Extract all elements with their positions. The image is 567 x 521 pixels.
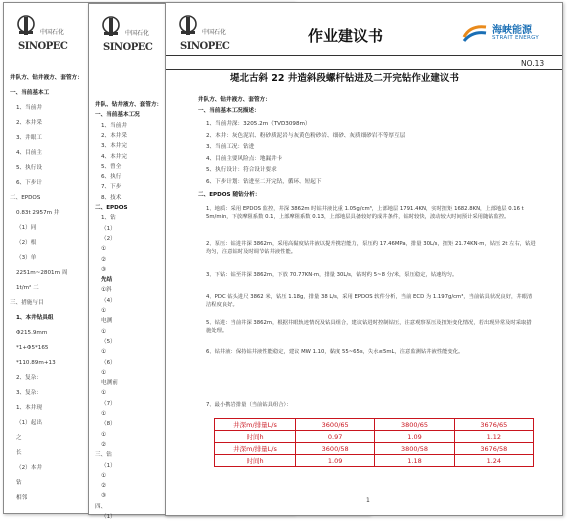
text-line: 二、EPDOS	[10, 195, 41, 201]
company-logo	[12, 9, 82, 59]
header-divider	[166, 55, 562, 56]
analysis-paragraph: 6、钻井液：保持钻井液性能稳定，建议 MW 1.10，黏度 55~65s，失水≤5mL，注意监测钻井液性能变化。	[206, 349, 464, 355]
logo-text: SINOPEC	[18, 41, 68, 52]
text-line: Φ215.9mm	[16, 330, 48, 336]
text-line: ①	[101, 411, 107, 417]
text-line: ③	[101, 266, 107, 273]
text-line: （4）	[101, 297, 116, 304]
text-line: *1+Φ5*165	[16, 345, 49, 351]
row-label-cell: 时间h	[215, 431, 296, 443]
text-line: 6、执行	[101, 174, 122, 181]
condition-item: 5、执行设计：符合设计要求	[206, 167, 277, 173]
text-line: 四、	[95, 503, 107, 510]
text-line: 1、当前井	[16, 105, 42, 111]
logo-subtext: 中国石化	[202, 29, 227, 36]
text-line: 三、措施与目	[10, 300, 44, 306]
text-line: （3）单	[16, 255, 37, 261]
condition-item: 1、当前井深：3205.2m（TVD3098m）	[206, 121, 311, 127]
section-heading: 一、当前基本工况描述：	[198, 108, 260, 114]
text-line: ①	[101, 308, 107, 314]
table-cell: 3676/58	[454, 443, 533, 455]
text-line: 钻	[16, 480, 22, 486]
document-number: NO.13	[521, 59, 545, 68]
text-line: 2251m~2801m 周	[16, 270, 68, 276]
text-line: 5、执行设	[16, 165, 42, 171]
text-line: ①	[101, 390, 107, 397]
analysis-paragraph: 5、钻进：当前井深 3862m，根据井眼轨迹情况及钻具组合，建议钻进时控制钻压，注意观察泵压及扭矩变化情况，若出现异常及时采取措施处理。	[206, 320, 532, 334]
text-line: （1）	[101, 462, 116, 469]
company-logo	[97, 10, 167, 60]
text-line: （1）	[101, 225, 116, 232]
text-line: ①	[101, 431, 107, 438]
text-line: 4、目前主	[16, 150, 42, 156]
text-line: 3、本井完	[101, 143, 127, 150]
logo-subtext: 中国石化	[125, 30, 150, 37]
table-cell: 1.12	[454, 431, 533, 443]
table-cell: 1.24	[454, 455, 533, 467]
text-line: （7）	[101, 400, 116, 407]
text-line: ①斜	[101, 287, 112, 294]
brand-name-cn: 海峡能源	[492, 25, 532, 36]
logo-text: SINOPEC	[180, 41, 230, 52]
table-cell: 3600/58	[296, 443, 375, 455]
row-label-cell: 井深m/排量L/s	[215, 443, 296, 455]
text-line: 电测	[101, 318, 113, 325]
brand-name-en: STRAIT ENERGY	[492, 35, 540, 41]
text-line: 二、EPDOS	[95, 205, 128, 211]
document-page-front	[165, 2, 563, 516]
text-line: 3、复杂：	[16, 390, 42, 396]
text-line: 相邻	[16, 495, 28, 501]
text-line: 5、曾全	[101, 163, 122, 170]
text-line: （2）根	[16, 240, 37, 246]
text-line: 1、当前井	[101, 122, 127, 129]
text-line: ③	[101, 493, 107, 500]
text-line: 7、下步	[101, 184, 122, 191]
row-label-cell: 井深m/排量L/s	[215, 419, 296, 431]
condition-item: 2、本井：灰色泥岩、粉砂质泥岩与灰黄色粉砂岩、细砂、灰质细砂岩不等厚互层	[206, 132, 406, 139]
table-cell: 1.09	[296, 455, 375, 467]
text-line: ①	[101, 472, 107, 479]
text-line: ②	[101, 483, 107, 490]
text-line: 1、本井现	[16, 405, 42, 411]
text-line: （1）同	[16, 225, 37, 231]
condition-item: 4、目前主要风险点：地漏井卡	[206, 155, 283, 162]
text-line: （1）起出	[16, 420, 42, 426]
text-line: ①	[101, 369, 107, 376]
text-line: 1t/m² 二	[16, 285, 39, 291]
row-label-cell: 时间h	[215, 455, 296, 467]
text-line: 电测前	[101, 380, 118, 387]
condition-item: 6、下步计划：钻进至二开完钻，循环、短起下	[206, 178, 322, 185]
text-line: 2、本井采	[16, 120, 42, 126]
text-line: ①	[101, 328, 107, 335]
text-line: ①	[101, 246, 107, 253]
text-line: 4、本井完	[101, 153, 127, 160]
sinopec-logo-icon	[16, 13, 36, 39]
text-line: 之	[16, 435, 22, 441]
analysis-paragraph: 1、地质：采用 EPDOS 监控，井深 3862m 时钻井液比重 1.05g/cm³，上部地层 1791.4KN，实时扭矩 1682.8KN，上部地层 0.16 t 5m/min，下放摩阻系数 0.1，上部摩阻系数 0.13，上部地层具备较好的成井条件，钻时较快，波动较大时间预计采用随钻监控。	[206, 206, 524, 220]
condition-item: 3、当前工况：钻进	[206, 144, 255, 150]
table-cell: 0.97	[296, 431, 375, 443]
logo-subtext: 中国石化	[40, 29, 65, 36]
text-line: 1、本井钻具组	[16, 315, 54, 321]
text-line: *110.89m+13	[16, 360, 56, 366]
analysis-paragraph: 4、PDC 钻头进尺 3862 米，钻压 1.18g，排量 38 L/s，采用 EPDOS 软件分析，当前 ECD 为 1.197g/cm³，当前钻具状况良好，井眼清洁程度良好。	[206, 294, 533, 308]
table-row	[215, 443, 534, 455]
table-cell: 3800/65	[375, 419, 454, 431]
text-line: （8）	[101, 421, 116, 428]
text-line: 3、井眼工	[16, 135, 42, 141]
greeting: 井队方、钻井液方、套管方：	[198, 97, 271, 103]
min-flow-table	[214, 418, 534, 467]
text-line: ①	[101, 349, 107, 356]
sinopec-logo-icon	[178, 13, 198, 39]
text-line: 0.83t 2957m 井	[16, 210, 60, 216]
logo-text: SINOPEC	[103, 42, 153, 53]
text-line: 2、本井采	[101, 132, 127, 139]
text-line: 一、当前基本工况	[95, 112, 140, 119]
table-row	[215, 431, 534, 443]
analysis-paragraph: 3、下钻：钻至井深 3862m，下放 70.77KN·m，排量 30L/s，钻时约 5~8 分/米，泵压稳定，钻速均匀。	[206, 272, 458, 278]
text-line: 井队方、钻井液方、套管方：	[10, 75, 83, 81]
table-row	[215, 419, 534, 431]
document-title: 堤北古斜 22 井造斜段螺杆钻进及二开完钻作业建议书	[230, 73, 459, 84]
section-heading: 二、EPDOS 随钻分析：	[198, 192, 261, 198]
text-line: （2）本井	[16, 465, 42, 471]
text-line: 2、复杂：	[16, 375, 42, 381]
text-line: （1）	[101, 514, 116, 520]
text-line: ②	[101, 256, 107, 263]
text-line: ②	[101, 441, 107, 448]
table-cell: 3600/65	[296, 419, 375, 431]
text-line: 长	[16, 450, 22, 456]
text-line: 1、钻	[101, 215, 116, 222]
sinopec-logo-icon	[101, 14, 121, 40]
page-number: 1	[366, 497, 370, 504]
text-line: 井队、钻井液方、套管方：	[95, 102, 163, 108]
table-cell: 3800/58	[375, 443, 454, 455]
analysis-paragraph: 7、最小携岩排量（当前钻具组合）：	[206, 402, 292, 408]
strait-energy-logo	[462, 21, 558, 47]
table-cell: 3676/65	[454, 419, 533, 431]
text-line: （5）	[101, 338, 116, 345]
text-line: 先结	[101, 277, 113, 284]
table-cell: 1.18	[375, 455, 454, 467]
text-line: 一、当前基本工	[10, 90, 50, 96]
text-line: 8、技术	[101, 194, 122, 201]
company-logo	[174, 9, 244, 59]
table-row	[215, 455, 534, 467]
text-line: 三、钻	[95, 452, 112, 459]
text-line: （2）	[101, 235, 116, 242]
strait-energy-logo-icon	[462, 21, 488, 43]
text-line: 6、下步计	[16, 180, 42, 186]
header-title: 作业建议书	[308, 27, 384, 45]
table-cell: 1.09	[375, 431, 454, 443]
analysis-paragraph: 2、泵压：钻进井深 3862m，采用高黏度钻井液以提升携岩能力，泵压约 17.46MPa，排量 30L/s，扭矩 21.74KN·m，钻压 2t 左右，钻进均匀，注意钻时及时调节钻井液性能。	[206, 241, 536, 255]
text-line: （6）	[101, 359, 116, 366]
